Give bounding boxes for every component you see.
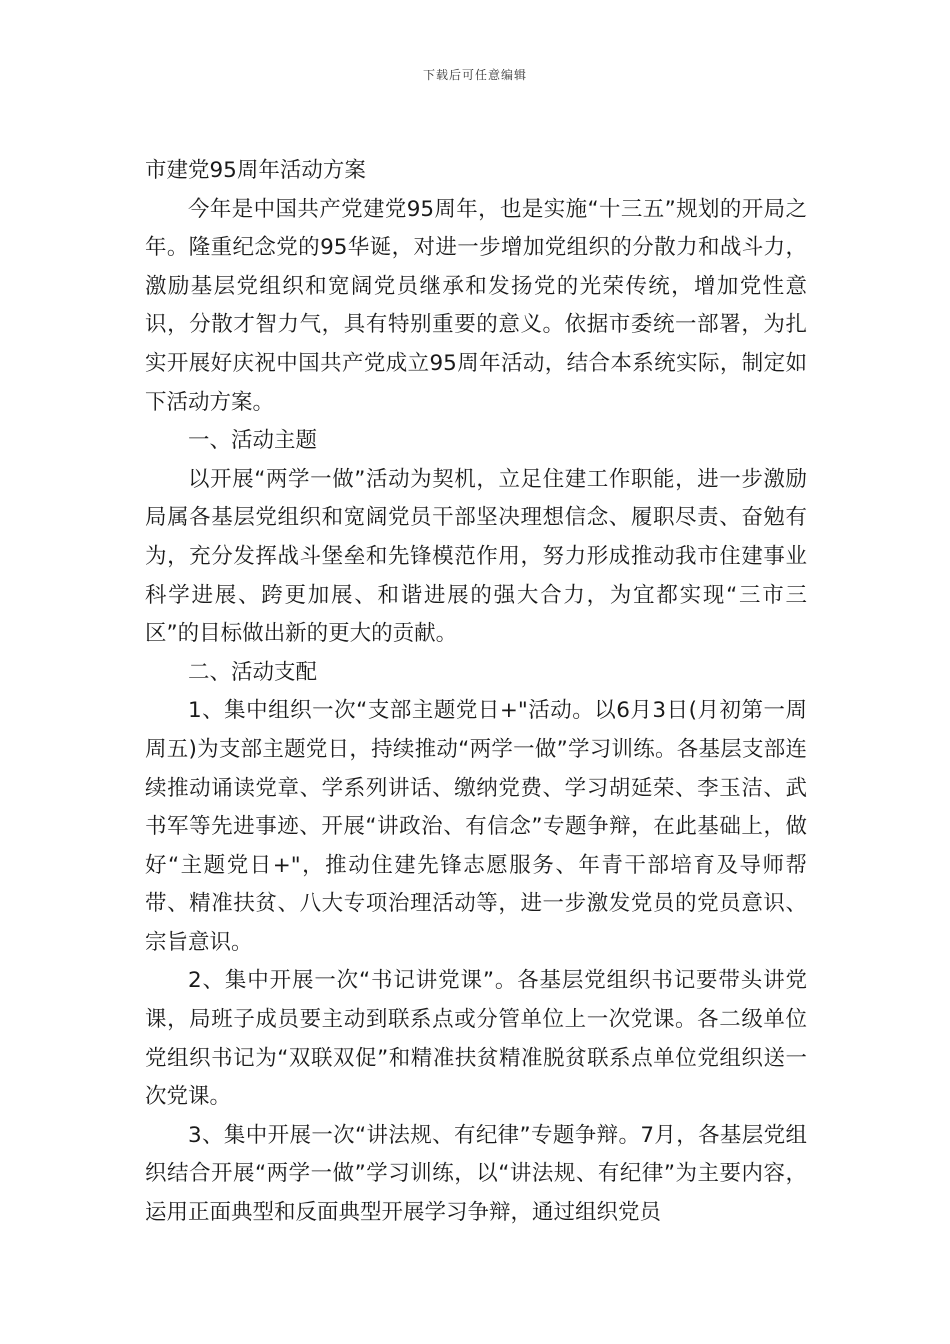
section-heading-arrangement: 二、活动支配 — [188, 659, 318, 685]
section-heading-theme: 一、活动主题 — [188, 428, 318, 454]
arrangement-item-3: 3、集中开展一次“讲法规、有纪律”专题争辩。7月，各基层党组织结合开展“两学一做”学习训练，以“讲法规、有纪律”为主要内容，运用正面典型和反面典型开展学习争辩，通过组织党员 — [145, 1122, 807, 1226]
intro-paragraph: 今年是中国共产党建党95周年，也是实施“十三五”规划的开局之年。隆重纪念党的95华诞，对进一步增加党组织的分散力和战斗力，激励基层党组织和宽阔党员继承和发扬党的光荣传统，增加党性意识，分散才智力气，具有特别重要的意义。依据市委统一部署，为扎实开展好庆祝中国共产党成立95周年活动，结合本系统实际，制定如下活动方案。 — [145, 196, 807, 415]
document-title: 市建党95周年活动方案 — [145, 158, 366, 183]
arrangement-item-1: 1、集中组织一次“支部主题党日+"活动。以6月3日(月初第一周周五)为支部主题党日，持续推动“两学一做”学习训练。各基层支部连续推动诵读党章、学系列讲话、缴纳党费、学习胡延荣、李玉洁、武书军等先进事迹、开展“讲政治、有信念”专题争辩，在此基础上，做好“主题党日+"，推动住建先锋志愿服务、年青干部培育及导师帮带、精准扶贫、八大专项治理活动等，进一步激发党员的党员意识、宗旨意识。 — [145, 698, 807, 955]
document-body — [145, 152, 807, 1233]
arrangement-item-2: 2、集中开展一次“书记讲党课”。各基层党组织书记要带头讲党课，局班子成员要主动到联系点或分管单位上一次党课。各二级单位党组织书记为“双联双促”和精准扶贫精准脱贫联系点单位党组织送一次党课。 — [145, 968, 807, 1110]
theme-paragraph: 以开展“两学一做”活动为契机，立足住建工作职能，进一步激励局属各基层党组织和宽阔党员干部坚决理想信念、履职尽责、奋勉有为，充分发挥战斗堡垒和先锋模范作用，努力形成推动我市住建事业科学进展、跨更加展、和谐进展的强大合力，为宜都实现“三市三区”的目标做出新的更大的贡献。 — [145, 466, 807, 647]
page-header-note: 下载后可任意编辑 — [422, 68, 527, 82]
